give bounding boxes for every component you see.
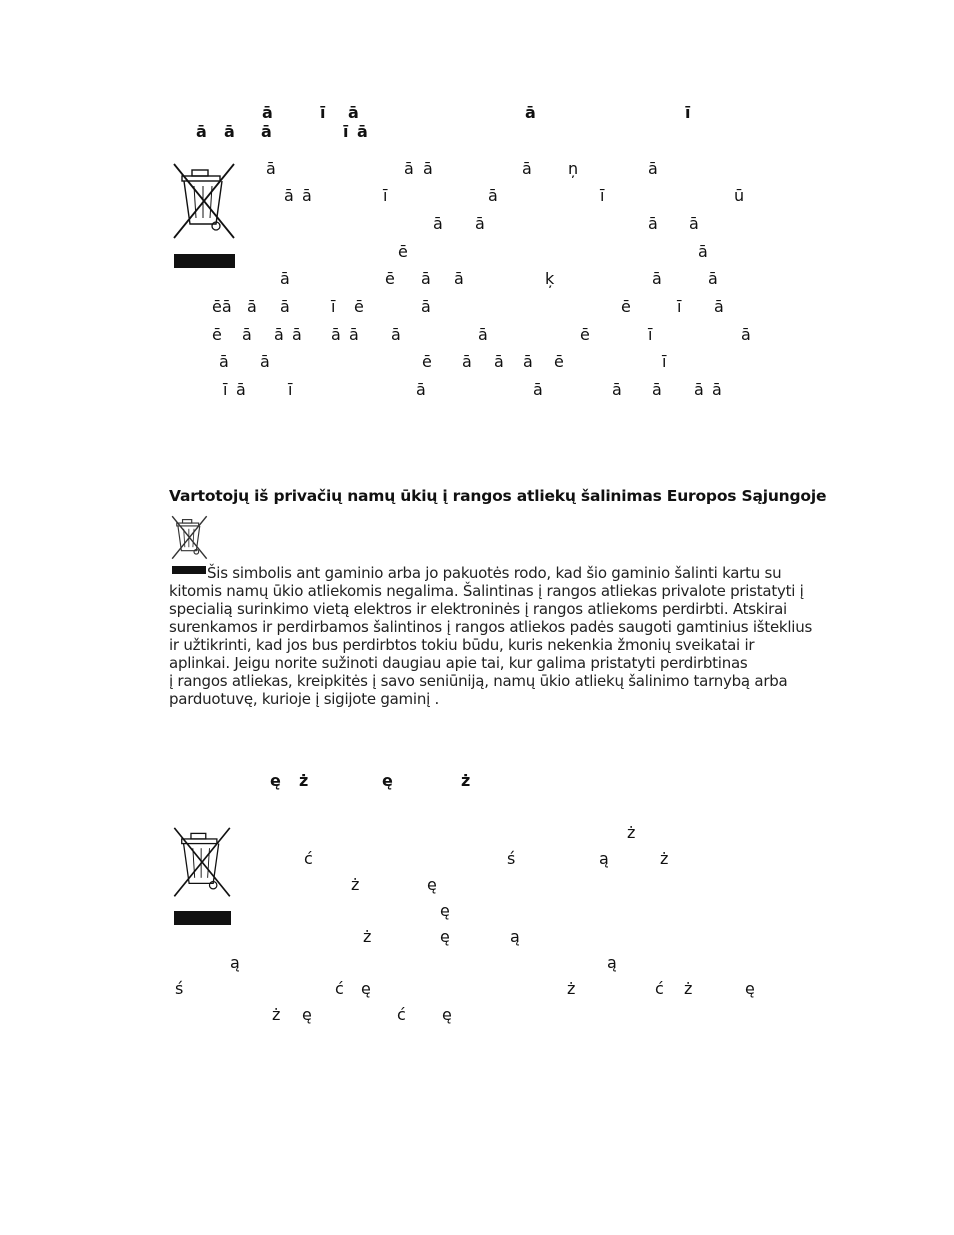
glyph: ą — [510, 927, 520, 946]
glyph: ę — [270, 771, 281, 790]
glyph: ā — [462, 352, 472, 371]
glyph: ā — [391, 325, 401, 344]
glyph: ķ — [545, 269, 555, 288]
glyph: ī — [648, 325, 653, 344]
lt-line: aplinkai. Jeigu norite sužinoti daugiau apie tai, kur galima pristatyti perdirbtinas — [169, 654, 748, 672]
glyph: ā — [302, 186, 312, 205]
glyph: ā — [488, 186, 498, 205]
glyph: ā — [262, 103, 273, 122]
glyph: ā — [421, 297, 431, 316]
glyph: ā — [416, 380, 426, 399]
glyph: ē — [580, 325, 590, 344]
glyph: ī — [320, 103, 326, 122]
glyph: ā — [236, 380, 246, 399]
glyph: ā — [714, 297, 724, 316]
glyph: ī — [331, 297, 336, 316]
glyph: ā — [454, 269, 464, 288]
glyph: ę — [440, 901, 450, 920]
glyph: ē — [385, 269, 395, 288]
glyph: ā — [274, 325, 284, 344]
glyph: ī — [343, 122, 349, 141]
glyph: ē — [212, 325, 222, 344]
glyph: ī — [677, 297, 682, 316]
glyph: ą — [607, 953, 617, 972]
glyph: ā — [331, 325, 341, 344]
glyph: ę — [745, 979, 755, 998]
glyph: ā — [522, 159, 532, 178]
glyph: ī — [383, 186, 388, 205]
glyph: ā — [478, 325, 488, 344]
glyph: ż — [272, 1005, 281, 1024]
glyph: ā — [525, 103, 536, 122]
glyph: ā — [224, 122, 235, 141]
glyph: ż — [684, 979, 693, 998]
lt-line: į rangos atliekas, kreipkitės į savo seniūniją, namų ūkio atliekų šalinimo tarnybą arba — [169, 672, 788, 690]
glyph: ż — [299, 771, 309, 790]
glyph: ā — [261, 122, 272, 141]
glyph: ā — [712, 380, 722, 399]
glyph: ā — [694, 380, 704, 399]
glyph: ā — [404, 159, 414, 178]
glyph: ż — [567, 979, 576, 998]
glyph: ā — [648, 214, 658, 233]
glyph: ā — [423, 159, 433, 178]
glyph: ā — [284, 186, 294, 205]
glyph: ē — [422, 352, 432, 371]
glyph: ā — [348, 103, 359, 122]
glyph: ā — [242, 325, 252, 344]
glyph: ē — [398, 242, 408, 261]
glyph: ć — [655, 979, 664, 998]
lt-line: Šis simbolis ant gaminio arba jo pakuotės rodo, kad šio gaminio šalinti kartu su — [207, 564, 782, 582]
glyph: ż — [660, 849, 669, 868]
lt-line: kitomis namų ūkio atliekomis negalima. Šalintinas į rangos atliekas privalote pristatyti į — [169, 582, 804, 600]
glyph: ā — [292, 325, 302, 344]
lt-line: ir užtikrinti, kad jos bus perdirbtos tokiu būdu, kuris nekenkia žmonių sveikatai ir — [169, 636, 755, 654]
glyph: ā — [260, 352, 270, 371]
glyph: ś — [507, 849, 516, 868]
crossed-out-bin-icon — [170, 515, 210, 561]
glyph: ā — [219, 352, 229, 371]
crossed-out-bin-icon — [172, 162, 238, 242]
glyph: ę — [442, 1005, 452, 1024]
glyph: ā — [612, 380, 622, 399]
glyph: ż — [363, 927, 372, 946]
glyph: ā — [741, 325, 751, 344]
glyph: ā — [280, 297, 290, 316]
glyph: ā — [475, 214, 485, 233]
glyph: ē — [621, 297, 631, 316]
glyph: ū — [734, 186, 745, 205]
glyph: ć — [397, 1005, 406, 1024]
black-bar-icon — [174, 254, 235, 268]
glyph: ā — [196, 122, 207, 141]
glyph: ā — [421, 269, 431, 288]
glyph: ā — [494, 352, 504, 371]
glyph: ć — [335, 979, 344, 998]
glyph: ā — [652, 269, 662, 288]
glyph: ż — [627, 823, 636, 842]
glyph: ā — [533, 380, 543, 399]
glyph: ā — [648, 159, 658, 178]
glyph: ā — [523, 352, 533, 371]
glyph: ē — [354, 297, 364, 316]
glyph: ą — [599, 849, 609, 868]
glyph: ī — [662, 352, 667, 371]
glyph: ć — [304, 849, 313, 868]
glyph: ā — [433, 214, 443, 233]
glyph: ēā — [212, 297, 232, 316]
glyph: ż — [461, 771, 471, 790]
glyph: ę — [440, 927, 450, 946]
glyph: ī — [685, 103, 691, 122]
glyph: ā — [247, 297, 257, 316]
glyph: ī — [223, 380, 228, 399]
glyph: ī — [288, 380, 293, 399]
glyph: ś — [175, 979, 184, 998]
lt-line: parduotuvę, kurioje į sigijote gaminį . — [169, 690, 440, 708]
glyph: ā — [698, 242, 708, 261]
glyph: ę — [302, 1005, 312, 1024]
glyph: ę — [382, 771, 393, 790]
lt-section-title: Vartotojų iš privačių namų ūkių į rangos atliekų šalinimas Europos Sąjungoje — [169, 487, 827, 505]
glyph: ē — [554, 352, 564, 371]
lt-line: surenkamos ir perdirbamos šalintinos į rangos atliekos padės saugoti gamtinius išteklius — [169, 618, 813, 636]
glyph: ā — [349, 325, 359, 344]
glyph: ā — [652, 380, 662, 399]
lt-section-body — [169, 564, 813, 708]
glyph: ī — [600, 186, 605, 205]
crossed-out-bin-icon — [172, 826, 234, 900]
glyph: ę — [427, 875, 437, 894]
glyph: ż — [351, 875, 360, 894]
glyph: ā — [708, 269, 718, 288]
glyph: ā — [357, 122, 368, 141]
black-bar-icon — [174, 911, 231, 925]
lt-line: specialią surinkimo vietą elektros ir elektroninės į rangos atliekoms perdirbti. Atskirai — [169, 600, 787, 618]
glyph: ā — [266, 159, 276, 178]
glyph: ā — [280, 269, 290, 288]
glyph: ņ — [568, 159, 579, 178]
glyph: ā — [689, 214, 699, 233]
glyph: ą — [230, 953, 240, 972]
glyph: ę — [361, 979, 371, 998]
